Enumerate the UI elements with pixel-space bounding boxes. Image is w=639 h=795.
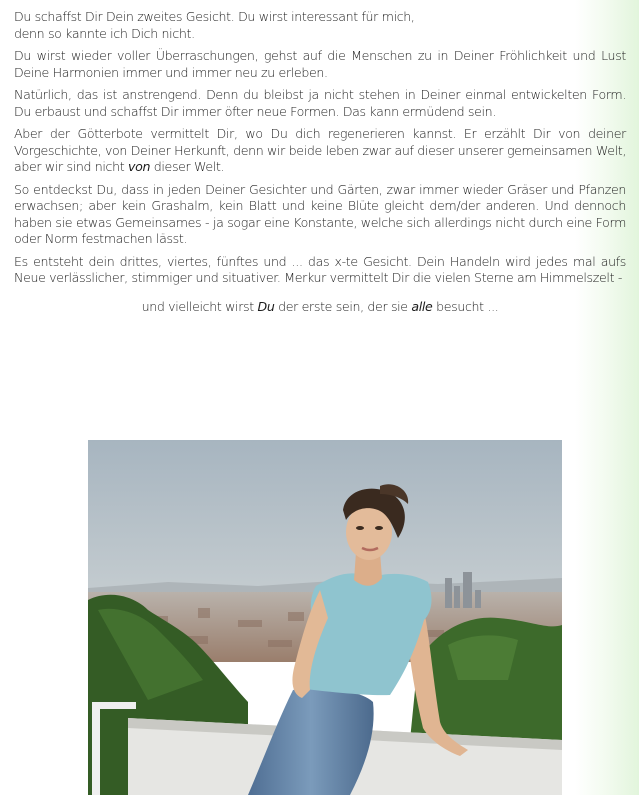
closing-emphasis-du: Du (257, 298, 275, 314)
closing-text-a: und vielleicht wirst (141, 298, 258, 314)
paragraph-2: Du wirst wieder voller Überraschungen, gehst auf die Menschen zu in Deiner Fröhlichkeit und Lust Deine Harmonien immer und immer neu zu erleben. (14, 48, 626, 80)
right-eye (375, 526, 383, 530)
paragraph-4-text-b: dieser Welt. (150, 159, 225, 174)
paragraph-4 (14, 126, 626, 176)
portrait-photo (88, 440, 562, 795)
railing-post (92, 702, 100, 795)
paragraph-4-text-a: Aber der Götterbote vermittelt Dir, wo Du dich regenerieren kannst. Er erzählt Dir von deiner Vorgeschichte, von Deiner Herkunft, denn wir beide leben zwar auf dieser unserer gemeinsamen Welt, aber wir sind nicht (14, 126, 626, 174)
paragraph-1-line-2: denn so kannte ich Dich nicht. (14, 25, 195, 41)
paragraph-4-emphasis: von (128, 159, 151, 174)
paragraph-1-line-1: Du schaffst Dir Dein zweites Gesicht. Du wirst interessant für mich, (14, 9, 415, 24)
closing-emphasis-alle: alle (411, 298, 433, 314)
closing-line (14, 299, 626, 316)
trees-right-highlight (448, 635, 518, 680)
closing-text-b: der erste sein, der sie (274, 298, 412, 314)
paragraph-3: Natürlich, das ist anstrengend. Denn du bleibst ja nicht stehen in Deiner einmal entwickelten Form. Du erbaust und schaffst Dir immer öfter neue Formen. Das kann ermüdend sein. (14, 87, 626, 119)
paragraph-1 (14, 9, 626, 42)
sky (88, 440, 562, 590)
poem-text (14, 9, 626, 321)
paragraph-6: Es entsteht dein drittes, viertes, fünftes und ... das x-te Gesicht. Dein Handeln wird jedes mal aufs Neue verlässlicher, stimmiger und situativer. Merkur vermittelt Dir die vielen Sterne am Himmelszelt - (14, 253, 626, 285)
closing-text-c: besucht ... (432, 298, 499, 314)
paragraph-5: So entdeckst Du, dass in jeden Deiner Gesichter und Gärten, zwar immer wieder Gräser und Pfanzen erwachsen; aber kein Grashalm, kein Blatt und keine Blüte gleicht dem/der anderen. Und dennoch haben sie etwas Gemeinsames - ja sogar eine Konstante, welche sich allerdings nicht durch eine Form oder Norm festmachen lässt. (14, 181, 626, 246)
left-eye (356, 526, 364, 530)
railing-bar (92, 702, 136, 709)
